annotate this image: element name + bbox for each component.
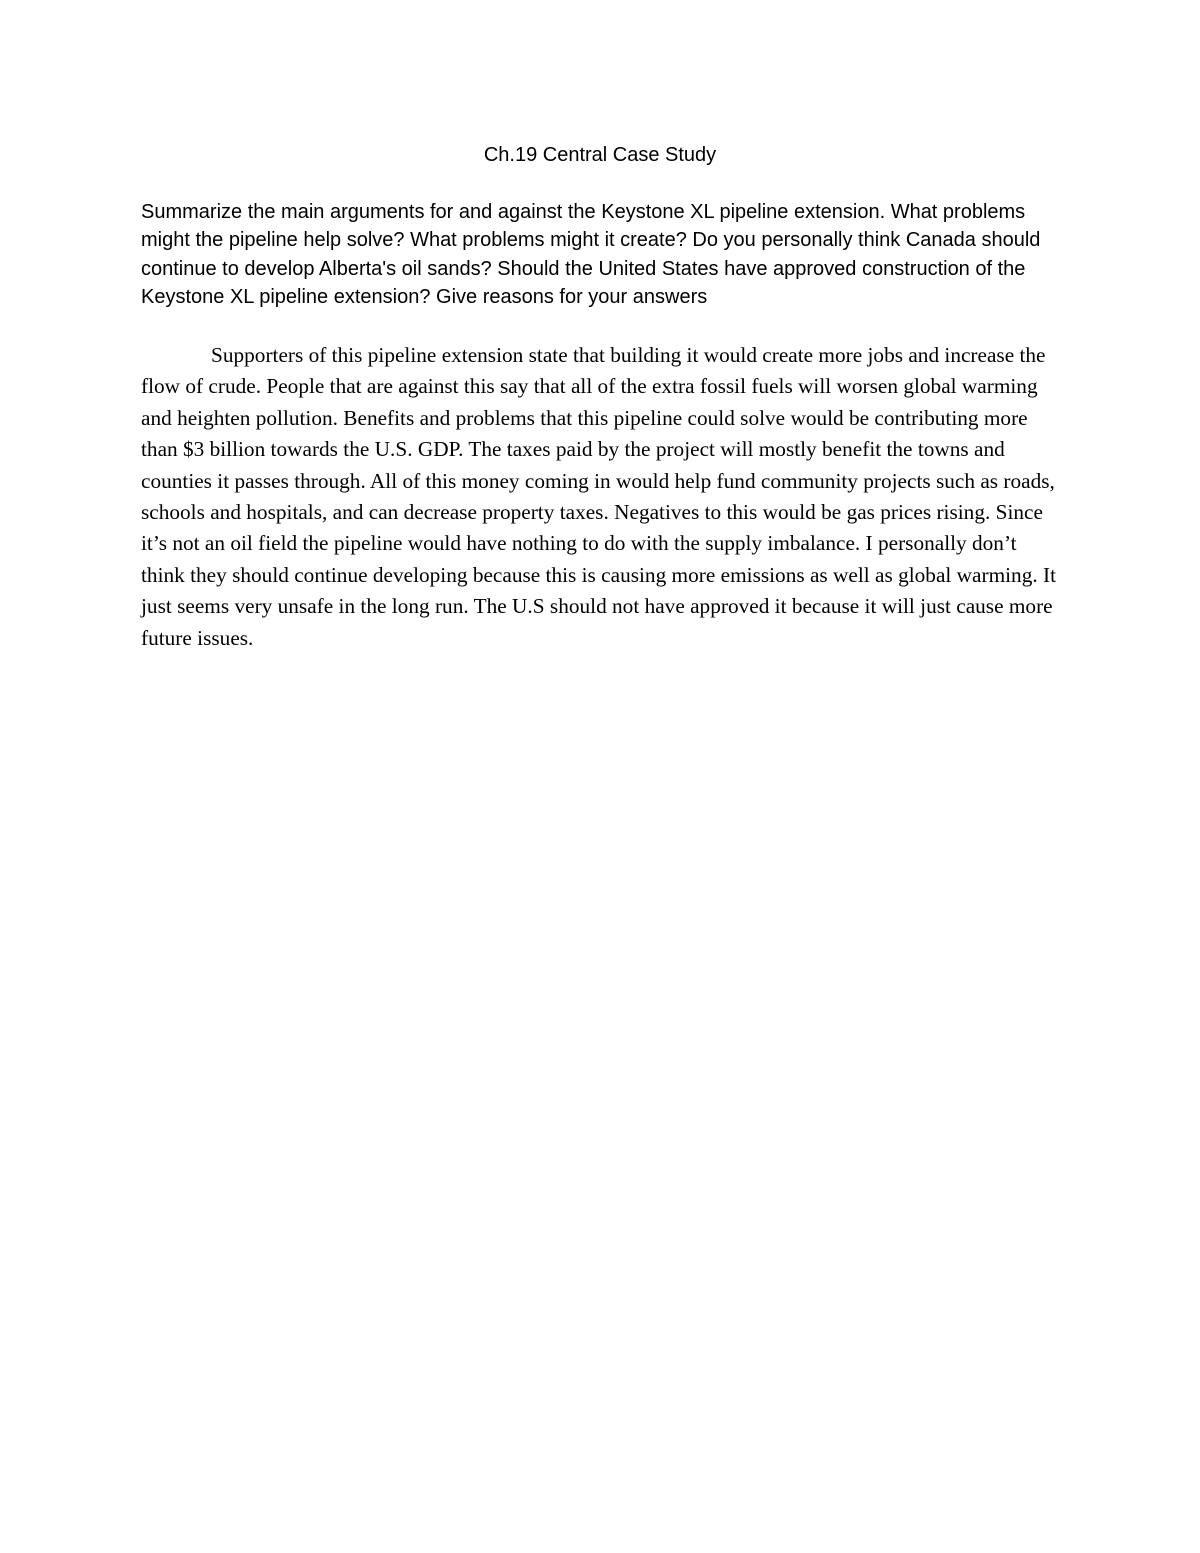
document-title: Ch.19 Central Case Study	[483, 144, 717, 166]
question-paragraph: Summarize the main arguments for and against the Keystone XL pipeline extension. What problems might the pipeline help solve? What problems might it create? Do you personally think Canada should continue to develop Alberta's oil sands? Should the United States have approved construction of the Keystone XL pipeline extension? Give reasons for your answers	[141, 201, 1041, 309]
answer-paragraph: Supporters of this pipeline extension state that building it would create more jobs and increase the flow of crude. People that are against this say that all of the extra fossil fuels will worsen global warming and heighten pollution. Benefits and problems that this pipeline could solve would be contributing more than $3 billion towards the U.S. GDP. The taxes paid by the project will mostly benefit the towns and counties it passes through. All of this money coming in would help fund community projects such as roads, schools and hospitals, and can decrease property taxes. Negatives to this would be gas prices rising. Since it’s not an oil field the pipeline would have nothing to do with the supply imbalance. I personally don’t think they should continue developing because this is causing more emissions as well as global warming. It just seems very unsafe in the long run. The U.S should not have approved it because it will just cause more future issues.	[141, 343, 1057, 650]
